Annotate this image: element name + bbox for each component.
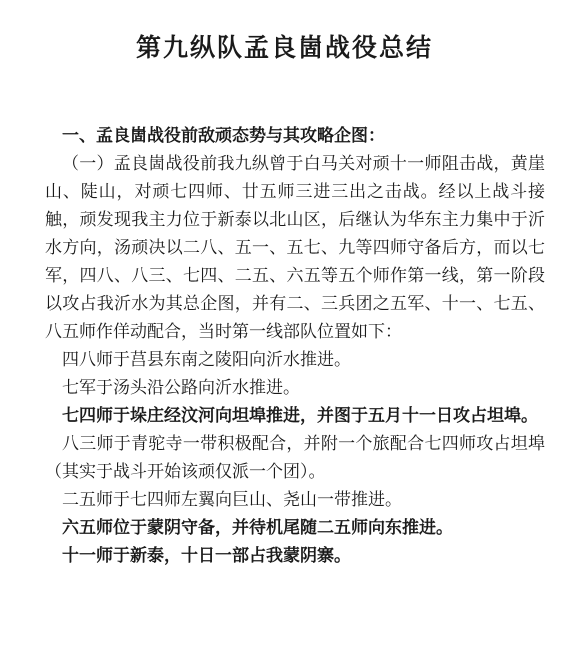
document-title: 第九纵队孟良崮战役总结 bbox=[135, 33, 433, 62]
paragraph-8: 十一师于新泰，十日一部占我蒙阴寨。 bbox=[62, 546, 351, 566]
paragraph-2: 四八师于莒县东南之陵阳向沂水推进。 bbox=[62, 350, 351, 370]
paragraph-5: 八三师于青驼寺一带积极配合，并附一个旅配合七四师攻占坦埠（其实于战斗开始该顽仅派一个团）。 bbox=[45, 434, 545, 482]
section-heading: 一、孟良崮战役前敌顽态势与其攻略企图： bbox=[62, 126, 385, 146]
paragraph-7: 六五师位于蒙阴守备，并待机尾随二五师向东推进。 bbox=[62, 518, 453, 538]
paragraph-1: （一）孟良崮战役前我九纵曾于白马关对顽十一师阻击战，黄崖山、陡山，对顽七四师、廿五师三进三出之击战。经以上战斗接触，顽发现我主力位于新泰以北山区，后继认为华东主力集中于沂水方向，汤顽决以二八、五一、五七、九等四师守备后方，而以七军，四八、八三、七四、二五、六五等五个师作第一线，第一阶段以攻占我沂水为其总企图，并有二、三兵团之五军、十一、七五、八五师作佯动配合，当时第一线部队位置如下： bbox=[45, 154, 545, 342]
paragraph-3: 七军于汤头沿公路向沂水推进。 bbox=[62, 378, 300, 398]
document-body bbox=[45, 122, 545, 570]
paragraph-6: 二五师于七四师左翼向巨山、尧山一带推进。 bbox=[62, 490, 402, 510]
paragraph-4: 七四师于垛庄经汶河向坦埠推进，并图于五月十一日攻占坦埠。 bbox=[62, 406, 538, 426]
